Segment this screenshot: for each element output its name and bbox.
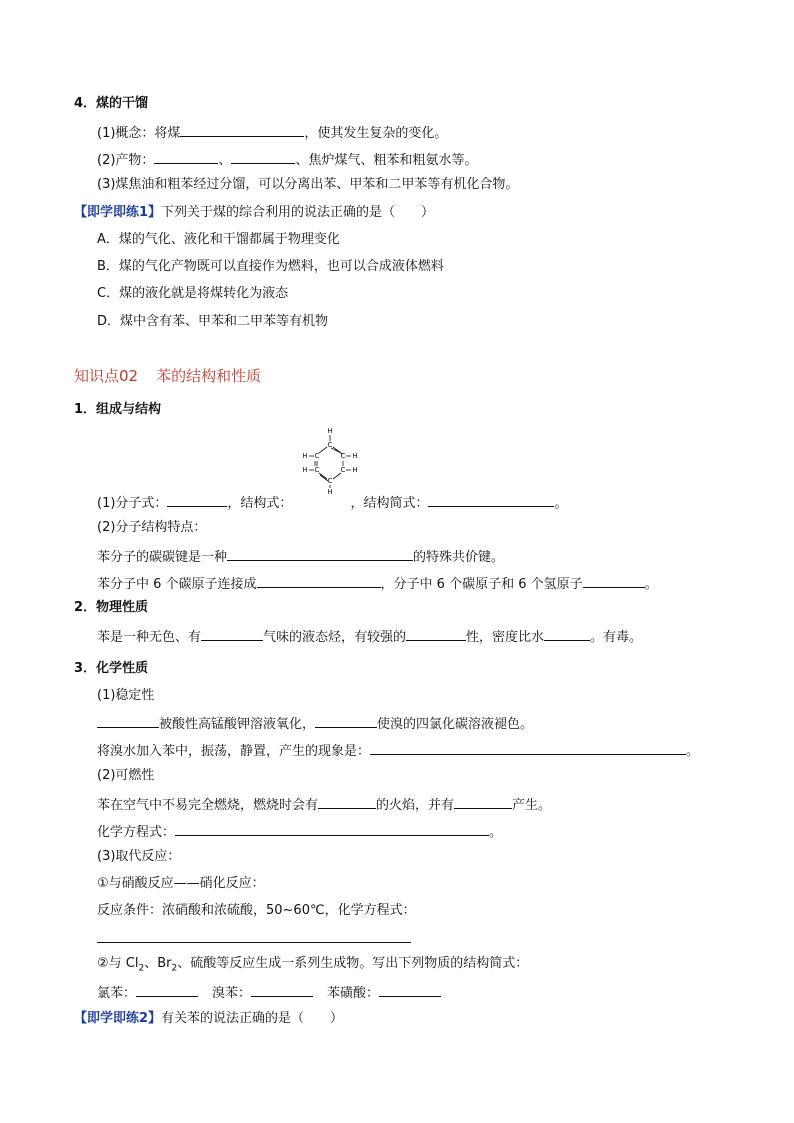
- physical-line: [97, 627, 642, 646]
- c-atom: C: [340, 452, 346, 460]
- section-2-title: 2．物理性质: [74, 600, 149, 615]
- bromobenzene-label: 溴苯：: [212, 986, 252, 1001]
- exercise-2-text: 有关苯的说法正确的是（ ）: [161, 1011, 344, 1026]
- exercise-1-option-d: D．煤中含有苯、甲苯和二甲苯等有机物: [97, 314, 329, 329]
- c-atom: C: [340, 466, 346, 474]
- concept-tail: ，使其发生复杂的变化。: [304, 126, 448, 141]
- c-atom: C: [327, 441, 333, 449]
- phenomenon-blank[interactable]: [370, 741, 686, 755]
- subscript: 2: [138, 963, 145, 974]
- section-3-title: 3．化学性质: [74, 661, 149, 676]
- benzene-structure-formula: [300, 425, 360, 495]
- physical-text-a: 苯是一种无色、有: [97, 630, 202, 645]
- nitration-equation-blank[interactable]: [97, 941, 411, 943]
- combustion-line: [97, 795, 551, 814]
- h-atom: H: [352, 466, 358, 474]
- products-line: [97, 150, 477, 169]
- h-atom: H: [352, 452, 358, 460]
- stability-line: [97, 714, 533, 733]
- substitution-label: (3)取代反应：: [97, 849, 181, 864]
- bond-line: [97, 547, 504, 566]
- exercise-1-question: [74, 205, 434, 221]
- bond-tail: 的特殊共价键。: [413, 550, 505, 565]
- bond-text: 苯分子的碳碳键是一种: [97, 550, 228, 565]
- combustion-text-c: 产生。: [512, 798, 552, 813]
- ring-line: [97, 574, 658, 593]
- density-blank[interactable]: [544, 627, 590, 641]
- physical-text-c: 性，密度比水: [466, 630, 545, 645]
- benzenesulfonic-acid-label: 苯磺酸：: [327, 986, 380, 1001]
- bond-line: [331, 448, 343, 454]
- simplified-formula-blank[interactable]: [428, 493, 554, 507]
- ring-text: 苯分子中 6 个碳原子连接成: [97, 577, 257, 592]
- knowledge-point-label: 知识点02: [74, 367, 139, 385]
- equation-label: 化学方程式：: [97, 825, 176, 840]
- separator: 、: [218, 153, 232, 168]
- bromobenzene-blank[interactable]: [251, 983, 313, 997]
- volatility-blank[interactable]: [406, 627, 466, 641]
- flame-blank[interactable]: [318, 795, 376, 809]
- products-label: (2)产物：: [97, 153, 155, 168]
- product-blank-2[interactable]: [231, 150, 295, 164]
- combustion-text-b: 的火焰，并有: [376, 798, 455, 813]
- period: 。: [554, 496, 568, 511]
- h-atom: H: [302, 466, 308, 474]
- halogenation-text-c: 、硫酸等反应生成一系列生成物。写出下列物质的结构简式：: [177, 956, 529, 971]
- decolor-blank[interactable]: [315, 714, 377, 728]
- bromine-water-line: [97, 741, 699, 760]
- products-tail: 、焦炉煤气、粗苯和粗氨水等。: [295, 153, 478, 168]
- structural-formula-label: ，结构式：: [227, 496, 293, 511]
- exercise-1-option-c: C．煤的液化就是将煤转化为液态: [97, 286, 289, 301]
- h-atom: H: [302, 452, 308, 460]
- ring-middle: ，分子中 6 个碳原子和 6 个氢原子: [380, 577, 583, 592]
- nitration-label: ①与硝酸反应——硝化反应：: [97, 876, 265, 891]
- chlorobenzene-label: 氯苯：: [97, 986, 137, 1001]
- smoke-blank[interactable]: [454, 795, 512, 809]
- halogenation-text-a: ②与 Cl: [97, 956, 139, 971]
- bromine-water-text: 将溴水加入苯中，振荡，静置，产生的现象是：: [97, 744, 371, 759]
- physical-text-b: 气味的液态烃，有较强的: [263, 630, 407, 645]
- odor-blank[interactable]: [201, 627, 263, 641]
- c-atom: C: [327, 477, 333, 485]
- exercise-1-option-b: B．煤的气化产物既可以直接作为燃料，也可以合成液体燃料: [97, 259, 444, 274]
- knowledge-point-title: 苯的结构和性质: [156, 367, 262, 385]
- concept-blank[interactable]: [180, 123, 304, 137]
- stability-label: (1)稳定性: [97, 688, 155, 703]
- c-atom: C: [314, 452, 320, 460]
- halogenation-text-b: 、Br: [144, 956, 172, 971]
- molecular-formula-blank[interactable]: [167, 493, 227, 507]
- oxidation-blank[interactable]: [97, 714, 159, 728]
- reaction-condition: 反应条件：浓硝酸和浓硫酸，50~60℃，化学方程式：: [97, 903, 416, 918]
- exercise-2-tag: 【即学即练2】: [74, 1011, 162, 1026]
- section-4-title: 4．煤的干馏: [74, 96, 149, 111]
- halogenation-line: [97, 956, 528, 977]
- bond-line: [319, 447, 327, 453]
- combustibility-label: (2)可燃性: [97, 768, 155, 783]
- subscript: 2: [171, 963, 178, 974]
- stability-text-b: 使溴的四氯化碳溶液褪色。: [377, 717, 534, 732]
- period: 。: [644, 577, 658, 592]
- benzenesulfonic-acid-blank[interactable]: [379, 983, 441, 997]
- concept-line: [97, 123, 447, 142]
- tar-line: (3)煤焦油和粗苯经过分馏，可以分离出苯、甲苯和二甲苯等有机化合物。: [97, 177, 519, 192]
- knowledge-point-heading: [74, 368, 261, 384]
- period: 。: [489, 825, 503, 840]
- formula-label: (1)分子式：: [97, 496, 168, 511]
- structure-feature-label: (2)分子结构特点：: [97, 520, 207, 535]
- ring-shape-blank[interactable]: [257, 574, 381, 588]
- product-blank-1[interactable]: [154, 150, 218, 164]
- bond-blank[interactable]: [227, 547, 413, 561]
- equation-line: [97, 822, 502, 841]
- period: 。: [686, 744, 700, 759]
- section-1-title: 1．组成与结构: [74, 402, 162, 417]
- h-atom: H: [327, 427, 333, 435]
- combustion-text-a: 苯在空气中不易完全燃烧，燃烧时会有: [97, 798, 319, 813]
- chlorobenzene-blank[interactable]: [136, 983, 198, 997]
- combustion-equation-blank[interactable]: [175, 822, 489, 836]
- physical-text-d: 。有毒。: [590, 630, 643, 645]
- exercise-1-tag: 【即学即练1】: [74, 205, 162, 220]
- h-atom: H: [327, 488, 333, 495]
- formula-line: [97, 493, 567, 512]
- ring-plane-blank[interactable]: [583, 574, 645, 588]
- exercise-1-option-a: A．煤的气化、液化和干馏都属于物理变化: [97, 232, 340, 247]
- concept-label: (1)概念：将煤: [97, 126, 181, 141]
- bond-line: [319, 473, 327, 479]
- exercise-2-question: [74, 1011, 343, 1027]
- c-atom: C: [314, 466, 320, 474]
- products-structure-line: [97, 983, 441, 1002]
- simplified-formula-label: ，结构简式：: [350, 496, 429, 511]
- bond-line: [333, 473, 341, 479]
- exercise-1-text: 下列关于煤的综合利用的说法正确的是（ ）: [161, 205, 435, 220]
- stability-text-a: 被酸性高锰酸钾溶液氧化，: [159, 717, 316, 732]
